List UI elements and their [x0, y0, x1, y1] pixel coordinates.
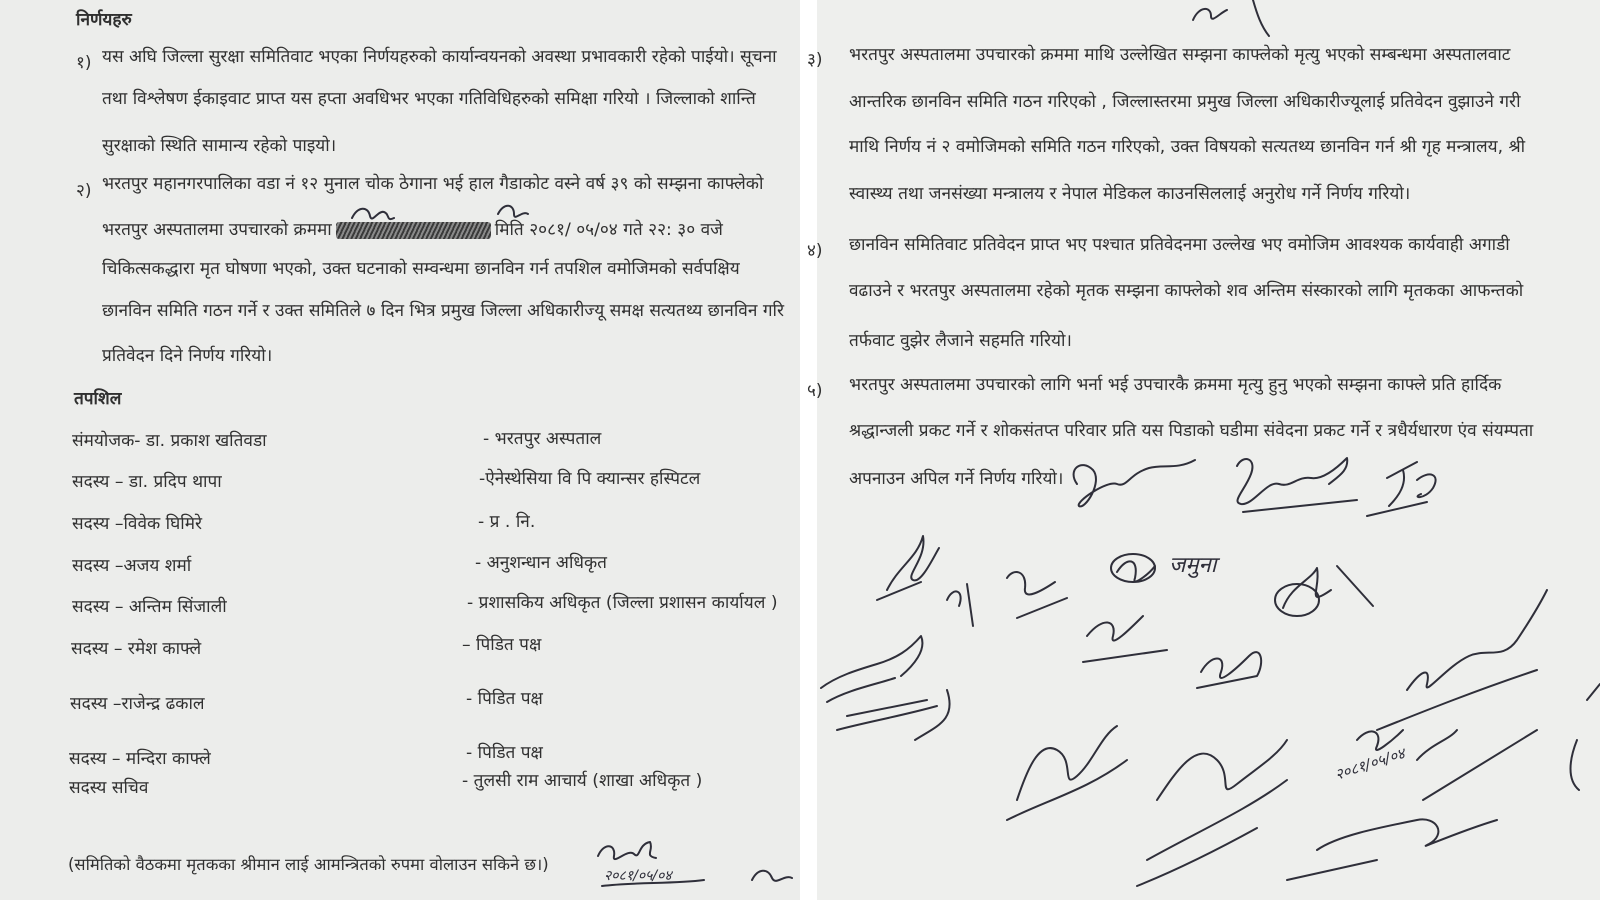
- top-initials-scribble: [1187, 0, 1267, 40]
- decision-1-line-3: सुरक्षाको स्थिति सामान्य रहेको पाइयो।: [102, 136, 337, 156]
- decision-3-line-1: भरतपुर अस्पतालमा उपचारको क्रममा माथि उल्लेखित सम्झना काफ्लेको मृत्यु भएको सम्बन्धमा अस्पतालवाट: [849, 45, 1511, 65]
- member-role: सदस्य –अजय शर्मा: [72, 556, 192, 576]
- decision-2-line-2-start: भरतपुर अस्पतालमा उपचारको क्रममा: [102, 220, 332, 240]
- decision-5-line-1: भरतपुर अस्पतालमा उपचारको लागि भर्ना भई उपचारकै क्रममा मृत्यु हुनु भएको सम्झना काफ्ले प्रति हार्दिक: [849, 375, 1502, 395]
- decision-2-line-4: छानविन समिति गठन गर्ने र उक्त समितिले ७ दिन भित्र प्रमुख जिल्ला अधिकारीज्यू समक्ष सत्यतथ्य छानविन गरि: [102, 301, 784, 321]
- member-secretary-org: - तुलसी राम आचार्य (शाखा अधिकृत ): [462, 771, 703, 791]
- decision-5-line-3: अपनाउन अपिल गर्ने निर्णय गरियो।: [849, 469, 1064, 489]
- decision-1-line-1: यस अघि जिल्ला सुरक्षा समितिवाट भएका निर्णयहरुको कार्यान्वयनको अवस्था प्रभावकारी रहेको पाईयो। सूचना: [102, 47, 777, 67]
- member-role: सदस्य –राजेन्द्र ढकाल: [70, 694, 205, 714]
- decision-3-line-2: आन्तरिक छानविन समिति गठन गरिएको , जिल्लास्तरमा प्रमुख जिल्ला अधिकारीज्यूलाई प्रतिवेदन वुझाउने गरी: [849, 92, 1521, 112]
- member-org: - पिडित पक्ष: [466, 743, 543, 763]
- member-role: संमयोजक- डा. प्रकाश खतिवडा: [72, 431, 267, 451]
- member-org: – पिडित पक्ष: [462, 635, 542, 655]
- meeting-footnote: (समितिको वैठकमा मृतकका श्रीमान लाई आमन्त्रितको रुपमा वोलाउन सकिने छ।): [68, 855, 549, 874]
- decision-3-number: ३): [807, 50, 823, 70]
- signature-name-handwritten: जमुना: [1169, 553, 1217, 578]
- signature-date-right: २०८१/०५/०४: [1332, 744, 1408, 784]
- decision-4-line-1: छानविन समितिवाट प्रतिवेदन प्राप्त भए पश्चात प्रतिवेदनमा उल्लेख भए वमोजिम आवश्यक कार्यवाही अगाडी: [849, 235, 1510, 255]
- initials-scribble: [348, 200, 528, 230]
- committee-signatures: [817, 440, 1600, 900]
- decision-4-line-2: वढाउने र भरतपुर अस्पतालमा रहेको मृतक सम्झना काफ्लेको शव अन्तिम संस्कारको लागि मृतकका आफन्तको: [849, 281, 1524, 301]
- partial-signature: [748, 860, 798, 900]
- member-org: - प्रशासकिय अधिकृत (जिल्ला प्रशासन कार्यायल ): [467, 593, 778, 613]
- member-secretary-role: सदस्य सचिव: [69, 778, 149, 798]
- decision-2-line-2-end: मिति २०८१/ ०५/०४ गते २२: ३० वजे: [494, 220, 723, 240]
- decision-3-line-3: माथि निर्णय नं २ वमोजिमको समिति गठन गरिएको, उक्त विषयको सत्यतथ्य छानविन गर्न श्री गृह मन्त्रालय, श्री: [849, 137, 1526, 157]
- decision-4-line-3: तर्फवाट वुझेर लैजाने सहमति गरियो।: [849, 331, 1072, 351]
- member-role: सदस्य – अन्तिम सिंजाली: [72, 597, 227, 617]
- decision-2-line-1: भरतपुर महानगरपालिका वडा नं १२ मुनाल चोक ठेगाना भई हाल गैडाकोट वस्ने वर्ष ३९ को सम्झना काफ्लेको: [102, 174, 764, 194]
- decision-1-number: १): [76, 53, 92, 73]
- right-document-page: [807, 0, 1600, 900]
- decision-3-line-4: स्वास्थ्य तथा जनसंख्या मन्त्रालय र नेपाल मेडिकल काउनसिललाई अनुरोध गर्ने निर्णय गरियो।: [849, 184, 1411, 204]
- decision-1-line-2: तथा विश्लेषण ईकाइवाट प्राप्त यस हप्ता अवधिभर भएका गतिविधिहरुको समिक्षा गरियो । जिल्लाको शान्ति: [102, 89, 756, 109]
- member-role: सदस्य – डा. प्रदिप थापा: [72, 472, 222, 492]
- member-org: - अनुशन्धान अधिकृत: [475, 553, 607, 573]
- decision-2-number: २): [76, 181, 92, 201]
- signature-date-note: २०८१/०५/०४: [604, 868, 672, 884]
- member-org: -ऐनेस्थेसिया वि पि क्यान्सर हस्पिटल: [479, 469, 701, 489]
- decision-5-line-2: श्रद्धान्जली प्रकट गर्ने र शोकसंतप्त परिवार प्रति यस पिडाको घडीमा संवेदना प्रकट गर्ने र त्रधैर्यधारण एंव संयम्पता: [849, 421, 1534, 441]
- member-role: सदस्य – मन्दिरा काफ्ले: [69, 749, 211, 769]
- member-org: - प्र . नि.: [478, 512, 536, 532]
- decision-2-line-3: चिकित्सकद्धारा मृत घोषणा भएको, उक्त घटनाको सम्वन्धमा छानविन गर्न तपशिल वमोजिमको सर्वपक्षिय: [102, 259, 740, 279]
- member-role: सदस्य –विवेक घिमिरे: [72, 514, 203, 534]
- tapshil-heading: तपशिल: [74, 389, 122, 409]
- decision-5-number: ५): [807, 381, 823, 401]
- decision-4-number: ४): [807, 241, 823, 261]
- dated-signature: [594, 838, 714, 898]
- member-org: - पिडित पक्ष: [466, 689, 543, 709]
- member-role: सदस्य – रमेश काफ्ले: [71, 639, 202, 659]
- member-org: - भरतपुर अस्पताल: [483, 429, 602, 449]
- decision-2-line-5: प्रतिवेदन दिने निर्णय गरियो।: [102, 346, 273, 366]
- decisions-heading: निर्णयहरु: [76, 10, 132, 30]
